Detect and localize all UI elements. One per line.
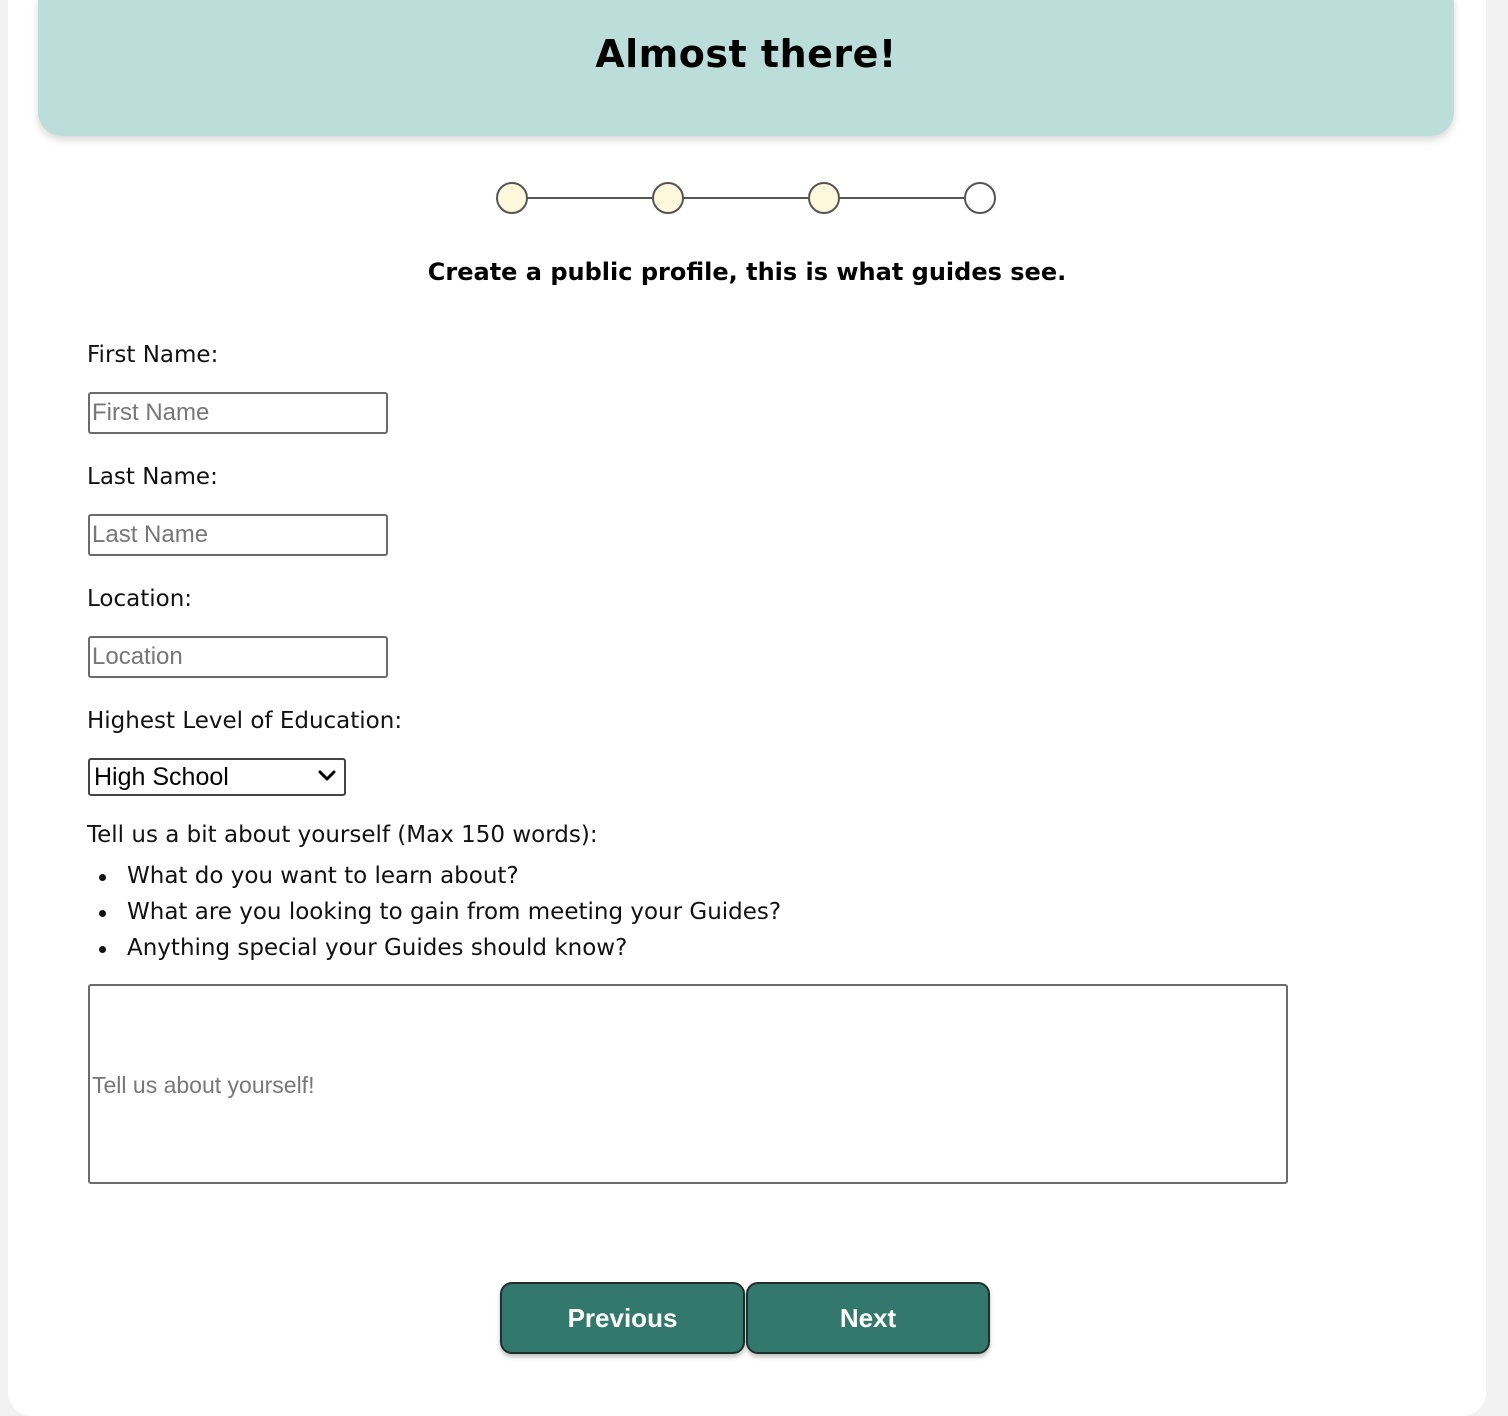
- last-name-label: Last Name:: [87, 464, 218, 490]
- step-4-indicator: [964, 182, 996, 214]
- first-name-input[interactable]: [88, 392, 388, 434]
- last-name-input[interactable]: [88, 514, 388, 556]
- page-title: Almost there!: [595, 32, 897, 76]
- step-connector: [682, 197, 808, 199]
- education-selected-value: High School: [94, 763, 229, 791]
- next-button[interactable]: Next: [746, 1282, 990, 1354]
- previous-button[interactable]: Previous: [500, 1282, 745, 1354]
- about-prompt-list: [87, 858, 781, 966]
- step-2-indicator: [652, 182, 684, 214]
- step-connector: [526, 197, 652, 199]
- list-item: What do you want to learn about?: [87, 858, 781, 894]
- progress-stepper: [496, 182, 996, 214]
- step-connector: [838, 197, 964, 199]
- list-item: What are you looking to gain from meeting your Guides?: [87, 894, 781, 930]
- header-banner: [38, 0, 1454, 136]
- education-label: Highest Level of Education:: [87, 708, 403, 734]
- location-input[interactable]: [88, 636, 388, 678]
- step-1-indicator: [496, 182, 528, 214]
- step-3-indicator: [808, 182, 840, 214]
- about-textarea[interactable]: [88, 984, 1288, 1184]
- list-item: Anything special your Guides should know?: [87, 930, 781, 966]
- education-select[interactable]: [88, 758, 346, 796]
- page-container: [8, 0, 1486, 1416]
- form-subtitle: Create a public profile, this is what guides see.: [427, 258, 1067, 286]
- about-label: Tell us a bit about yourself (Max 150 words):: [87, 822, 598, 848]
- location-label: Location:: [87, 586, 193, 612]
- chevron-down-icon: [318, 769, 336, 783]
- first-name-label: First Name:: [87, 342, 219, 368]
